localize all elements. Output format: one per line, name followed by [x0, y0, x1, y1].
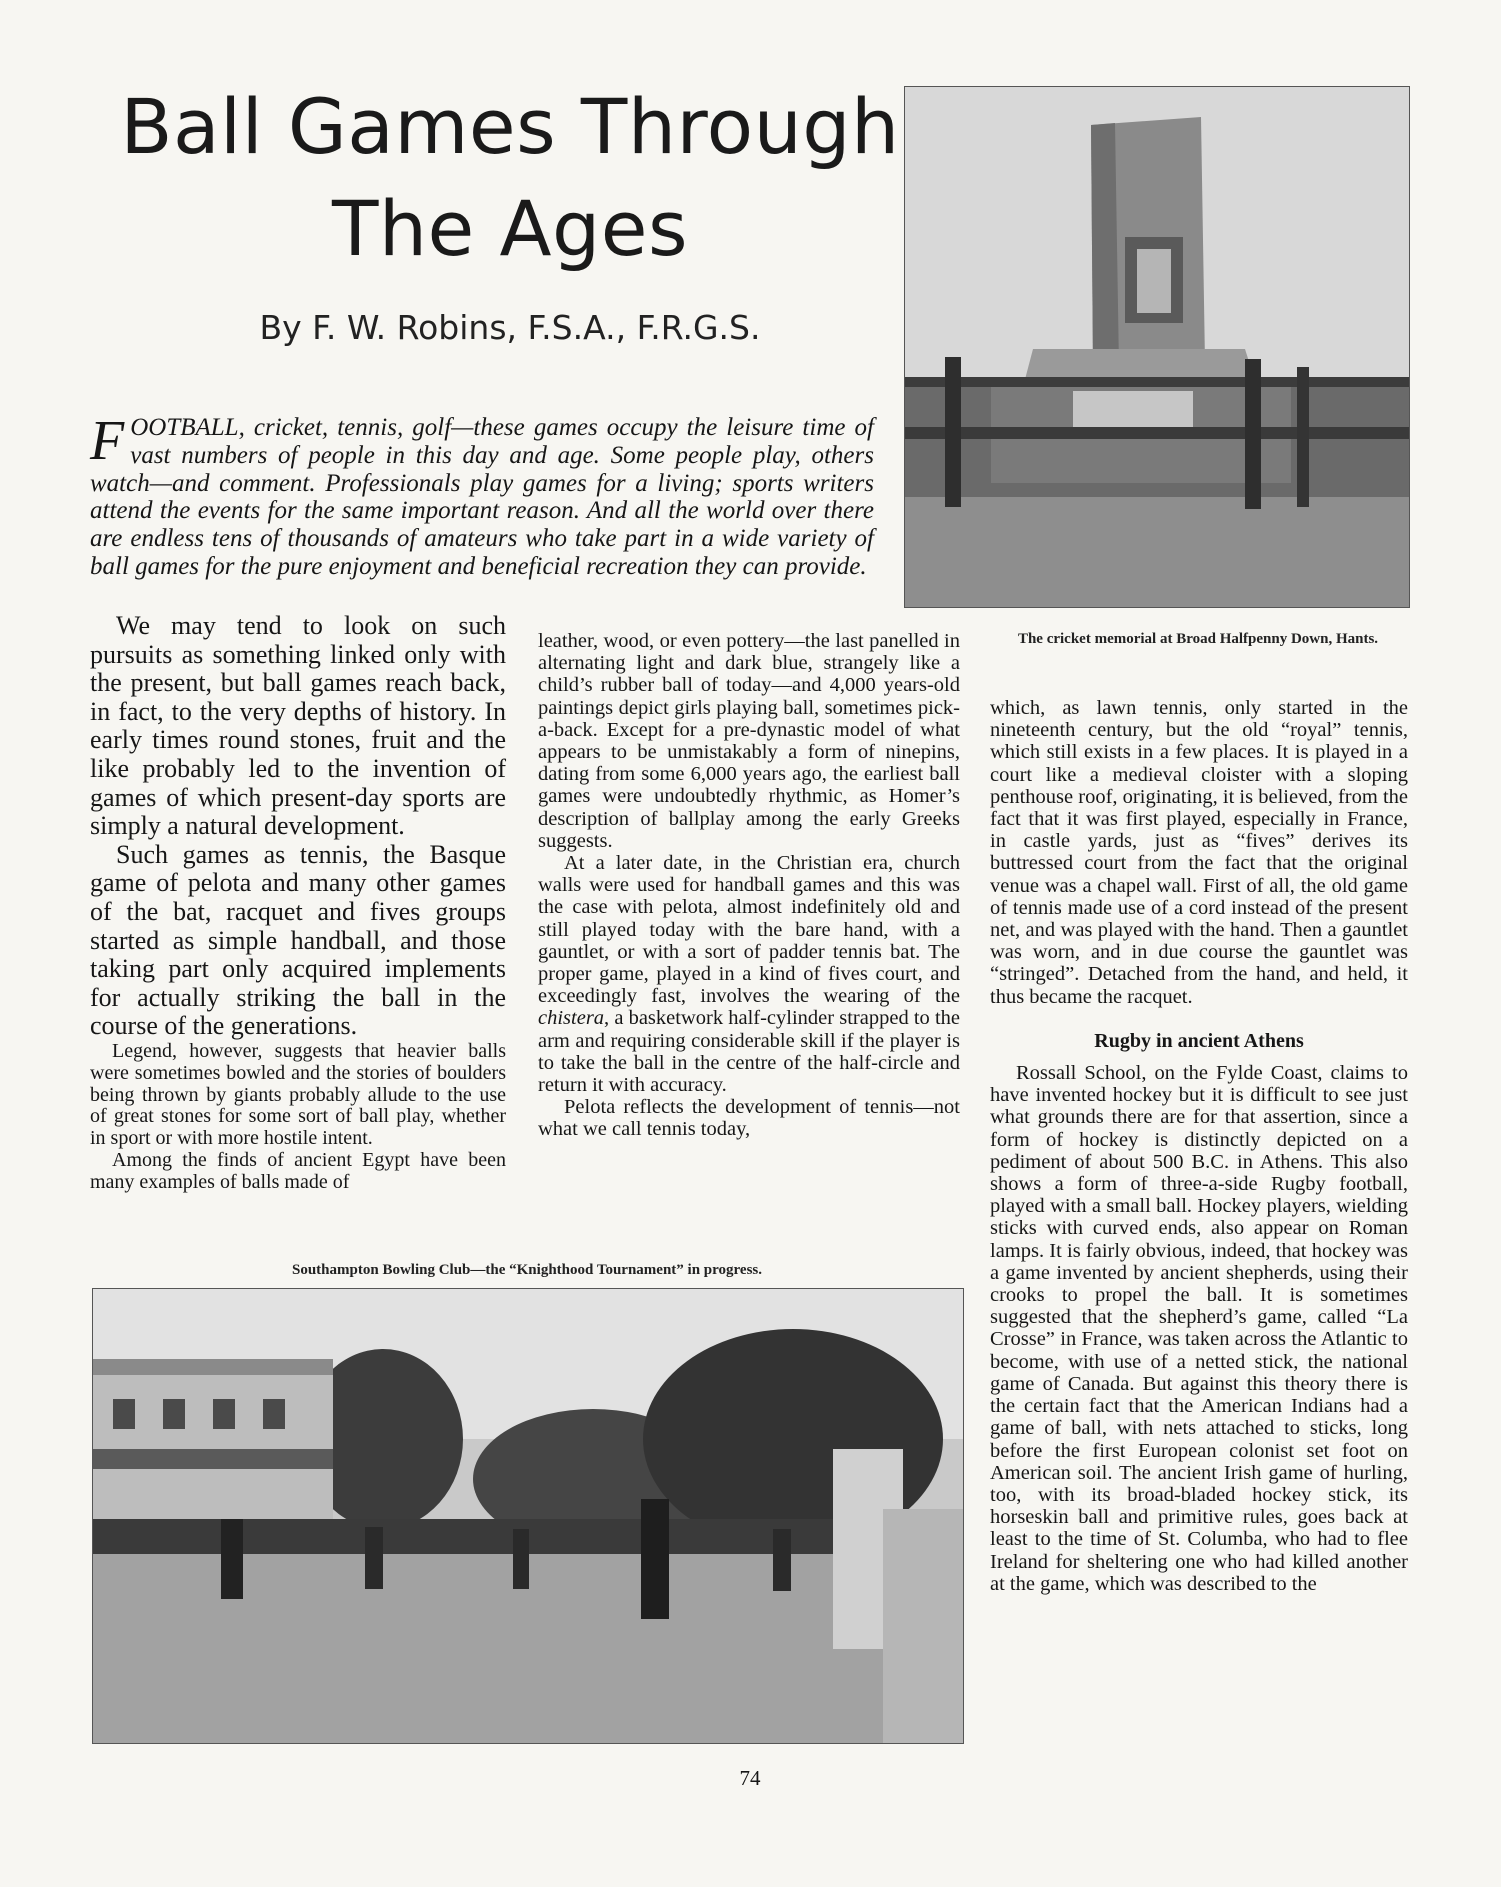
page-number: 74: [739, 1766, 761, 1790]
paragraph: Such games as tennis, the Basque game of pelota and many other games of the bat, racquet and fives groups started as simple handball, and those taking part only acquired implements for actually striking the ball in the course of the generations.: [90, 839, 506, 1041]
text-run: At a later date, in the Christian era, church walls were used for handball games and this was the case with pelota, almost indefinitely old and still played today with the bare hand, with a gauntlet, or with a sort of padder tennis bat. The proper game, played in a kind of fives court, and exceedingly fast, involves the wearing of the: [538, 852, 960, 1008]
intro-paragraph: [90, 410, 874, 581]
paragraph: [538, 852, 960, 1096]
intro-text: OOTBALL, cricket, tennis, golf—these games occupy the leisure time of vast numbers of people in this day and age. Some people play, others watch—and comment. Professionals play games for a living; sports writers attend the events for the same important reason. And all the world over there are endless tens of thousands of amateurs who take part in a wide variety of ball games for the pure enjoyment and beneficial recreation they can provide.: [90, 414, 874, 580]
section-heading: Rugby in ancient Athens: [1094, 1029, 1304, 1052]
bowling-photo-caption: Southampton Bowling Club—the “Knighthood Tournament” in progress.: [292, 1262, 762, 1278]
article-column-2: [538, 630, 960, 1141]
paragraph: leather, wood, or even pottery—the last panelled in alternating light and dark blue, strangely like a child’s rubber ball of today—and 4,000 years-old paintings depict girls playing ball, sometimes pick-a-back. Except for a pre-dynastic model of what appears to be unmistakably a form of ninepins, dating from some 6,000 years ago, the earliest ball games were undoubtedly rhythmic, as Homer’s description of ballplay among the early Greeks suggests.: [538, 630, 960, 852]
byline: By F. W. Robins, F.S.A., F.R.G.S.: [259, 308, 761, 347]
article-title: [80, 76, 940, 280]
bowling-photo-illustration: [93, 1289, 963, 1743]
article-column-3: [990, 697, 1408, 1595]
paragraph: which, as lawn tennis, only started in the nineteenth century, but the old “royal” tennis, which still exists in a few places. It is played in a court like a medieval cloister with a sloping penthouse roof, originating, it is believed, from the fact that it was first played, especially in France, in castle yards, just as “fives” derives its buttressed court from the fact that the original venue was a chapel wall. First of all, the old game of tennis made use of a cord instead of the present net, and was played with the hand. Then a gauntlet was worn, and in due course the gauntlet was “stringed”. Detached from the hand, and held, it thus became the racquet.: [990, 697, 1408, 1008]
paragraph: We may tend to look on such pursuits as something linked only with the present, but ball games reach back, in fact, to the very depths of history. In early times round stones, fruit and the like probably led to the invention of games of which present-day sports are simply a natural development.: [90, 611, 506, 841]
memorial-photo-caption: The cricket memorial at Broad Halfpenny Down, Hants.: [1017, 631, 1379, 647]
title-line-1: Ball Games Through: [120, 82, 900, 171]
article-column-1: [90, 612, 506, 1193]
paragraph: Among the finds of ancient Egypt have been many examples of balls made of: [90, 1148, 506, 1193]
text-run: , a basketwork half-cylinder strapped to the arm and requiring considerable skill if the player is to take the ball in the centre of the half-circle and return it with accuracy.: [538, 1007, 960, 1097]
paragraph: Pelota reflects the development of tennis—not what we call tennis today,: [538, 1096, 960, 1141]
bowling-club-photo: [92, 1288, 964, 1744]
italic-term: chistera: [538, 1007, 605, 1030]
paragraph: Legend, however, suggests that heavier balls were sometimes bowled and the stories of boulders being thrown by giants probably allude to the use of great stones for some sort of ball play, whether in sport or with more hostile intent.: [90, 1039, 506, 1150]
drop-cap: F: [90, 410, 125, 472]
cricket-memorial-photo: [904, 86, 1410, 608]
paragraph: Rossall School, on the Fylde Coast, claims to have invented hockey but it is difficult to see just what grounds there are for that assertion, since a form of hockey is distinctly depicted on a pediment of about 500 B.C. in Athens. This also shows a form of three-a-side Rugby football, played with a small ball. Hockey players, wielding sticks with curved ends, also appear on Roman lamps. It is fairly obvious, indeed, that hockey was a game invented by ancient shepherds, using their crooks to propel the ball. It is sometimes suggested that the shepherd’s game, called “La Crosse” in France, was taken across the Atlantic to become, with use of a netted stick, the national game of Canada. But against this theory there is the certain fact that the American Indians had a game of ball, with nets attached to sticks, long before the first European colonist set foot on American soil. The ancient Irish game of hurling, too, with its broad-bladed hockey stick, its horseskin ball and primitive rules, goes back at least to the time of St. Columba, who had to flee Ireland for sheltering one who had killed another at the game, which was described to the: [990, 1062, 1408, 1595]
title-line-2: The Ages: [331, 184, 689, 273]
memorial-photo-illustration: [905, 87, 1409, 607]
